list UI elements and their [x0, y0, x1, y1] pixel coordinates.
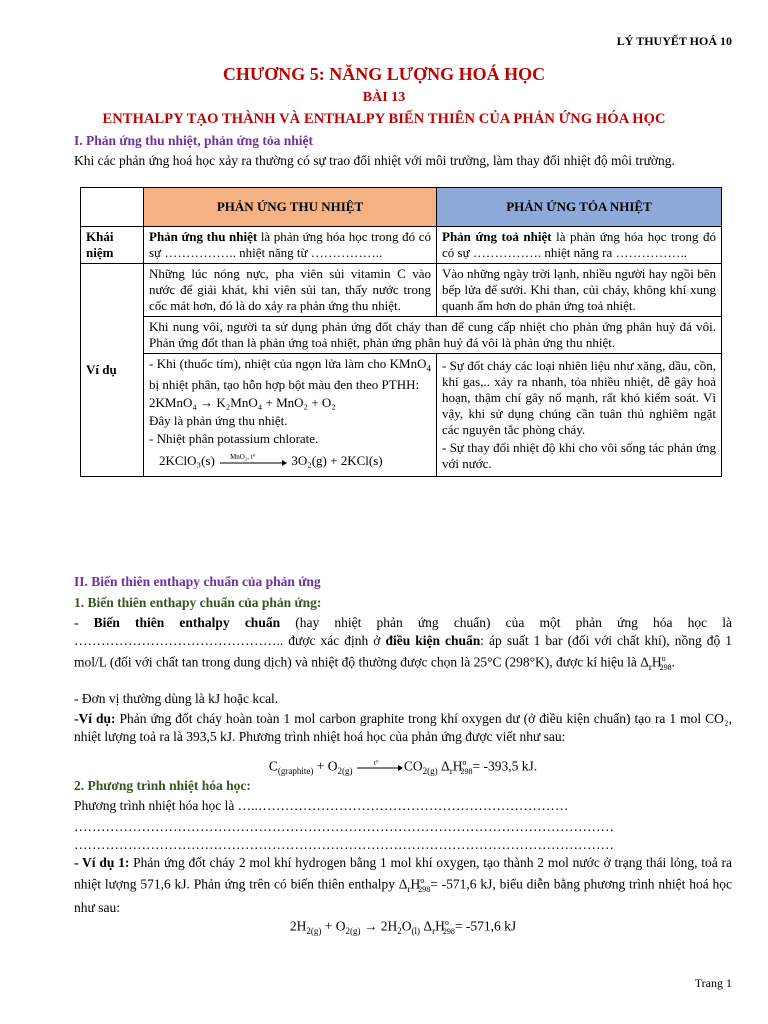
eq2-h2o-h-sub: 2	[397, 926, 402, 937]
section-2-sub-1: 1. Biến thiên enthapy chuẩn của phản ứng:	[74, 595, 322, 610]
eq1-value: = -393,5 kJ.	[472, 758, 538, 774]
chapter-title: CHƯƠNG 5: NĂNG LƯỢNG HOÁ HỌC	[222, 64, 546, 84]
eq2-h2o-o: O	[401, 918, 412, 934]
unit-note: - Đơn vị thường dùng là kJ hoặc kcal.	[74, 691, 279, 706]
ex2-endo-line-a: - Khi (thuốc tím), nhiệt của ngọn lửa làm cho KMnO	[149, 356, 427, 371]
ex2-endo-kclo3-title: - Nhiệt phân potassium chlorate.	[149, 430, 319, 446]
table-header-row	[81, 188, 722, 227]
example-1-label: - Ví dụ 1:	[74, 855, 130, 870]
example-graphite-text: Phản ứng đốt cháy hoàn toàn 1 mol carbon graphite trong khí oxygen dư (ở điều kiện chuẩn) tạo ra 1 mol CO₂, nhiệt lượng toả ra là 393,5 kJ. Phương trình nhiệt hoá học của phản ứng được viết như sau:	[74, 711, 732, 744]
kmno4-equation: 2KMnO₄ → K₂MnO₄ + MnO₂ + O₂	[149, 394, 336, 410]
lesson-subtitle: ENTHALPY TẠO THÀNH VÀ ENTHALPY BIẾN THIÊN CỦA PHẢN ỨNG HÓA HỌC	[102, 111, 666, 127]
kclo3-left: 2KClO₃(s)	[159, 452, 215, 468]
hydrogen-equation: $2H_{2(g)} + O_{2(g)} \to 2H_2O_{(l)}$ $\Delta_rH^o_{298}= -571,6$ kJ	[289, 918, 517, 937]
eq1-o-sub: 2(g)	[337, 766, 353, 777]
term-standard-conditions: điều kiện chuẩn	[385, 633, 481, 648]
concept-endo-term: Phản ứng thu nhiệt	[149, 229, 258, 244]
example-hydrogen-text: Phản ứng đốt cháy 2 mol khí hydrogen bằng 1 mol khí oxygen, tạo thành 2 mol nước ở trạng thái lỏng, toả ra nhiệt lượng 571,6 kJ. Phản ứng trên có biến thiên enthalpy Δ	[74, 855, 732, 892]
row-label-concept: Khái niệm	[81, 227, 144, 264]
eq2-h2o-h: 2H	[380, 918, 398, 934]
table-row-concept	[81, 227, 722, 264]
lesson-title: BÀI 13	[362, 90, 406, 105]
comparison-table	[80, 187, 722, 477]
definition-text-b: : áp suất 1 bar (đối với chất khí), nồng độ 1 mol/L (đối với chất tan trong dung dịch) và nhiệt độ thường được chọn là 25°C (298°K), được kí hiệu là Δ	[74, 633, 732, 670]
eq2-o2: + O	[321, 918, 346, 934]
concept-exothermic	[437, 227, 722, 264]
example-1-exothermic: Vào những ngày trời lạnh, nhiều người hay ngồi bên bếp lửa để sưởi. Khi than, củi cháy, không khí xung quanh ấm hơn do phản ứng toả nhiệt.	[437, 264, 722, 317]
kclo3-right: 3O₂(g) + 2KCl(s)	[291, 452, 383, 468]
eq1-arrow-icon	[356, 761, 404, 773]
table-row-example-1	[81, 264, 722, 317]
ex2-exo-line-b: - Sự thay đổi nhiệt độ khi cho vôi sống tác phản ứng với nước.	[442, 440, 716, 471]
eq1-c-sub: (graphite)	[277, 766, 314, 777]
eq1-co: CO	[403, 758, 423, 774]
example-graphite	[74, 710, 732, 746]
section-1-intro: Khi các phản ứng hoá học xảy ra thường có sự trao đổi nhiệt với môi trường, làm thay đổi nhiệt độ môi trường.	[74, 153, 675, 168]
eq2-o2-sub: 2(g)	[345, 926, 361, 937]
standard-enthalpy-definition: - Biến thiên enthalpy chuẩn (hay nhiệt phản ứng chuẩn) của một phản ứng hóa học là ……………………………………….. được xác định ở điều kiện chuẩn: áp suất 1 bar (đối với chất khí), nồng độ 1 mol/L (đối với chất tan trong dung dịch) và nhiệt độ thường được chọn là 25°C (298°K), được kí hiệu là $\Delta_rH^o_{298}$.	[74, 615, 733, 673]
eq2-arrow-icon: →	[360, 918, 381, 934]
blank-line-2: …………………………………………………………………………………………………………	[74, 837, 614, 852]
eq2-h2: 2H	[289, 918, 307, 934]
concept-endo-text: là phản ứng hóa học trong đó có sự …………….. nhiệt năng từ ……………..	[149, 229, 431, 260]
eq2-h2o-state: (l)	[411, 926, 421, 937]
example-2-exothermic	[437, 354, 722, 477]
example-label: -Ví dụ:	[74, 711, 116, 726]
example-2-endothermic: - Khi (thuốc tím), nhiệt của ngọn lửa làm cho KMnO$_4$ bị nhiệt phân, tạo hỗn hợp bột màu đen theo PTHH: 2KMnO₄ → K₂MnO₄ + MnO₂ + O₂ Đây là phản ứng thu nhiệt. - Nhiệt phân potassium chlorate. 2KClO₃(s) MnO₂, t° 3O₂(g) + 2KCl(s)	[144, 354, 437, 477]
section-2-heading: II. Biến thiên enthapy chuẩn của phản ứng	[74, 574, 321, 589]
table-corner-cell	[81, 188, 144, 227]
concept-endothermic	[144, 227, 437, 264]
eq1-co-sub: 2(g)	[422, 766, 438, 777]
page-number: Trang 1	[694, 976, 732, 990]
blank-line-1: …………………………………………………………………………………………………………	[74, 819, 614, 834]
example-hydrogen: - Ví dụ 1: Phản ứng đốt cháy 2 mol khí hydrogen bằng 1 mol khí oxygen, tạo thành 2 mol nước ở trạng thái lỏng, toả ra nhiệt lượng 571,6 kJ. Phản ứng trên có biến thiên enthalpy $\Delta_rH^o_{298}= -571,6$ kJ, biểu diễn bằng phương trình nhiệt hoá học như sau:	[74, 855, 732, 916]
definition-text-a: (hay nhiệt phản ứng chuẩn) của một phản ứng hóa học là ……………………………………….. được xác định ở	[74, 615, 733, 648]
col-endothermic-header: PHẢN ỨNG THU NHIỆT	[144, 188, 437, 227]
eq1-plus-o: + O	[313, 758, 338, 774]
eq2-value: = -571,6 kJ	[454, 918, 517, 934]
thermochemical-definition: Phương trình nhiệt hóa học là …..……………………………………………………………	[74, 798, 569, 813]
graphite-equation: $C_{(graphite)} + O_{2(g)}$ t° $CO_{2(g)}$ $\Delta_rH^o_{298}= -393,5$ kJ.	[74, 754, 732, 781]
ex2-endo-conclusion: Đây là phản ứng thu nhiệt.	[149, 412, 288, 428]
row-label-example: Ví dụ	[81, 264, 144, 477]
kclo3-equation	[149, 453, 431, 469]
table-row-example-2	[81, 354, 722, 477]
header-subject: LÝ THUYẾT HOÁ 10	[616, 34, 732, 48]
kclo3-condition: MnO₂, t°	[230, 452, 256, 461]
ex2-exo-line-a: - Sự đốt cháy các loại nhiên liệu như xăng, dầu, cồn, khí gas,.. xảy ra nhanh, tỏa nhiều nhiệt, dễ gây hoả hoạn, thậm chí gây nổ mạnh, rất khó kiểm soát. Vì vậy, khi sử dụng chúng cần tuân thủ nghiêm ngặt các nguyên tắc phòng cháy.	[442, 358, 716, 437]
reaction-arrow-icon	[218, 452, 288, 468]
section-1-heading: I. Phản ứng thu nhiệt, phản ứng tỏa nhiệt	[74, 133, 314, 148]
example-hydrogen-text-2: = -571,6 kJ, biểu diễn bằng phương trình nhiệt hoá học như sau:	[74, 876, 732, 916]
concept-exo-term: Phản ứng toả nhiệt	[442, 229, 552, 244]
table-row-example-merged	[81, 317, 722, 354]
col-exothermic-header: PHẢN ỨNG TỎA NHIỆT	[437, 188, 722, 227]
eq1-c: C	[268, 758, 278, 774]
example-1-endothermic: Những lúc nóng nực, pha viên sủi vitamin C vào nước để giải khát, khi viên sủi tan, thấy nước trong cốc mát hơn, đó là do xảy ra phản ứng thu nhiệt.	[144, 264, 437, 317]
section-2-sub-2: 2. Phương trình nhiệt hóa học:	[74, 778, 251, 793]
term-standard-enthalpy: Biến thiên enthalpy chuẩn	[93, 615, 281, 630]
concept-exo-text: là phản ứng hóa học trong đó có sự ……………. nhiệt năng ra ……………..	[442, 229, 716, 260]
eq1-condition: t°	[373, 759, 379, 768]
eq2-h2-sub: 2(g)	[306, 926, 322, 937]
ex2-endo-line-b: bị nhiệt phân, tạo hỗn hợp bột màu đen theo PTHH:	[149, 376, 420, 392]
example-merged-cell: Khi nung vôi, người ta sử dụng phản ứng đốt cháy than để cung cấp nhiệt cho phản ứng phân huỷ đá vôi. Phản ứng đốt than là phản ứng toả nhiệt, phản ứng phân huỷ đá vôi là phản ứng thu nhiệt.	[144, 317, 722, 354]
